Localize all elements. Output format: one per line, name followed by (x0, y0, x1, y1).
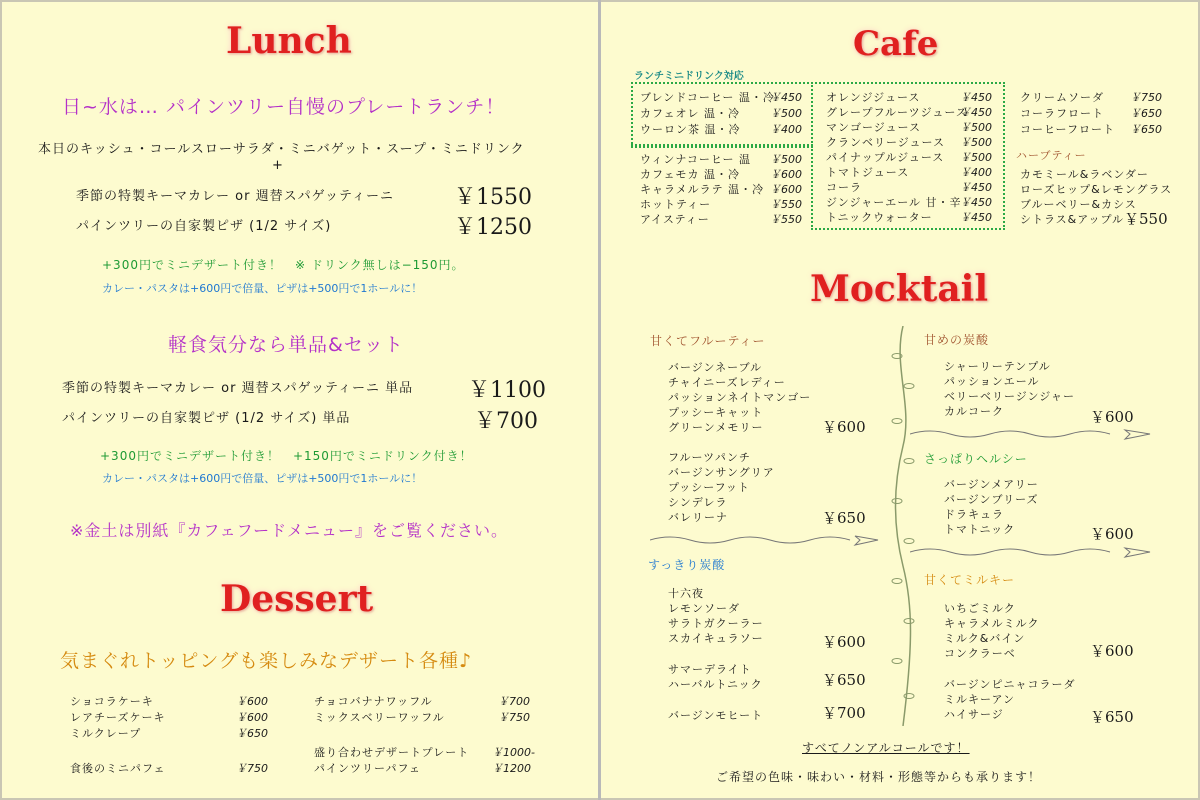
dessert-item-name: ショコラケーキ (70, 695, 154, 708)
mocktail-item: ハイサージ (944, 708, 1004, 721)
cafe-item-price: ￥450 (770, 91, 802, 104)
milky-title: 甘くてミルキー (924, 573, 1016, 587)
center-divider (598, 0, 601, 800)
dessert-item-name: レアチーズケーキ (70, 711, 166, 724)
cafe-item-name: コーヒーフロート (1020, 123, 1116, 136)
dessert-item-name: ミックスベリーワッフル (314, 711, 445, 724)
cafe-item-price: ￥600 (770, 183, 802, 196)
lunch-item-name: 季節の特製キーマカレー or 週替スパゲッティーニ (76, 189, 395, 204)
cafe-title: Cafe (853, 24, 939, 64)
dessert-item-name: チョコバナナワッフル (314, 695, 433, 708)
light-item-price: ￥1100 (468, 378, 546, 403)
weekend-note: ※金土は別紙『カフェフードメニュー』をご覧ください。 (70, 521, 508, 540)
cafe-item-price: ￥650 (1130, 107, 1162, 120)
mocktail-price: ￥600 (822, 418, 866, 436)
cafe-item-name: オレンジジュース (826, 91, 921, 104)
dessert-item-price: ￥600 (236, 695, 268, 708)
cafe-item-price: ￥550 (770, 198, 802, 211)
mocktail-item: トマトニック (944, 523, 1016, 536)
amame-title: 甘めの炭酸 (924, 333, 990, 347)
dessert-subtitle: 気まぐれトッピングも楽しみなデザート各種♪ (60, 650, 473, 672)
mocktail-item: バージンモヒート (668, 709, 764, 722)
cafe-item-price: ￥450 (960, 181, 992, 194)
dessert-item-price: ￥700 (498, 695, 530, 708)
mocktail-price: ￥600 (1090, 408, 1134, 426)
lunch-plus: + (272, 158, 283, 173)
cafe-item-price: ￥500 (770, 107, 802, 120)
lunch-note-size: カレー・パスタは+600円で倍量、ピザは+500円で1ホールに！ (102, 282, 423, 295)
cafe-item-price: ￥500 (960, 121, 992, 134)
mocktail-price: ￥650 (822, 509, 866, 527)
lunch-subtitle: 日~水は… パインツリー自慢のプレートランチ！ (62, 96, 506, 118)
mocktail-item: パッションエール (944, 375, 1040, 388)
mocktail-price: ￥600 (1090, 525, 1134, 543)
dessert-item-price: ￥1000- (492, 746, 535, 759)
mocktail-item: グリーンメモリー (668, 421, 764, 434)
dessert-item-price: ￥650 (236, 727, 268, 740)
cafe-item-name: マンゴージュース (826, 121, 922, 134)
lunch-note-dessert: +300円でミニデザート付き！ ※ ドリンク無しは−150円。 (102, 258, 465, 272)
light-note-addons: +300円でミニデザート付き！ +150円でミニドリンク付き！ (100, 449, 473, 463)
herb-price: ￥550 (1124, 210, 1168, 228)
mocktail-item: コンクラーベ (944, 647, 1016, 660)
dessert-item-name: 盛り合わせデザートプレート (314, 746, 470, 759)
lunch-drink-label: ランチミニドリンク対応 (634, 71, 744, 82)
lunch-item-name: パインツリーの自家製ピザ (1/2 サイズ) (76, 219, 332, 234)
cafe-item-name: コーラ (826, 181, 862, 194)
lunch-item-price: ￥1250 (454, 215, 532, 240)
dessert-item-name: ミルクレープ (70, 727, 142, 740)
cafe-item-price: ￥500 (960, 136, 992, 149)
cafe-item-price: ￥400 (960, 166, 992, 179)
mocktail-item: カルコーク (944, 405, 1004, 418)
light-note-size: カレー・パスタは+600円で倍量、ピザは+500円で1ホールに！ (102, 472, 423, 485)
mocktail-price: ￥700 (822, 704, 866, 722)
mocktail-item: バージンメアリー (944, 478, 1039, 491)
cafe-item-name: ジンジャーエール 甘・辛 (826, 196, 962, 209)
mocktail-item: プッシーフット (668, 481, 750, 494)
herb-item: ローズヒップ&レモングラス (1020, 183, 1173, 196)
deco-line (650, 532, 880, 548)
cafe-item-name: ウーロン茶 温・冷 (640, 123, 741, 136)
mocktail-item: ミルク&バイン (944, 632, 1026, 645)
cafe-item-name: パイナップルジュース (826, 151, 945, 164)
cafe-item-price: ￥500 (960, 151, 992, 164)
mocktail-item: ドラキュラ (944, 508, 1004, 521)
mocktail-item: プッシーキャット (668, 406, 764, 419)
mocktail-item: バージンブリーズ (944, 493, 1039, 506)
lunch-set-desc: 本日のキッシュ・コールスローサラダ・ミニバゲット・スープ・ミニドリンク (38, 142, 525, 157)
mocktail-item: バージンネーブル (668, 361, 763, 374)
cafe-item-price: ￥500 (770, 153, 802, 166)
custom-order-note: ご希望の色味・味わい・材料・形態等からも承ります！ (716, 770, 1042, 784)
cafe-item-price: ￥450 (960, 196, 992, 209)
herb-item: カモミール&ラベンダー (1020, 168, 1149, 181)
light-meal-title: 軽食気分なら単品&セット (168, 334, 404, 356)
cafe-item-price: ￥750 (1130, 91, 1162, 104)
mocktail-item: シンデレラ (668, 496, 728, 509)
healthy-title: さっぱりヘルシー (924, 452, 1028, 466)
mocktail-item: バージンサングリア (668, 466, 775, 479)
lunch-item-price: ￥1550 (454, 185, 532, 210)
mocktail-item: パッションネイトマンゴー (668, 391, 812, 404)
cafe-item-name: トマトジュース (826, 166, 910, 179)
cafe-item-name: ホットティー (640, 198, 712, 211)
lunch-drink-outline (631, 144, 813, 146)
cafe-item-name: ブレンドコーヒー 温・冷 (640, 91, 775, 104)
mocktail-item: いちごミルク (944, 602, 1016, 615)
mocktail-item: ハーバルトニック (668, 678, 763, 691)
deco-line (910, 544, 1155, 560)
mocktail-item: チャイニーズレディー (668, 376, 786, 389)
herb-tea-title: ハーブティー (1016, 149, 1087, 162)
cafe-item-name: キャラメルラテ 温・冷 (640, 183, 765, 196)
light-item-price: ￥700 (474, 409, 538, 434)
mocktail-item: ミルキーアン (944, 693, 1016, 706)
cafe-item-name: カフェオレ 温・冷 (640, 107, 740, 120)
light-item-name: パインツリーの自家製ピザ (1/2 サイズ) 単品 (62, 411, 351, 426)
dessert-item-name: パインツリーパフェ (314, 762, 421, 775)
cafe-item-price: ￥450 (960, 106, 992, 119)
cafe-item-name: グレープフルーツジュース (826, 106, 968, 119)
dessert-item-price: ￥750 (498, 711, 530, 724)
deco-line (910, 426, 1155, 442)
mocktail-item: バージンピニャコラーダ (944, 678, 1076, 691)
mocktail-item: レモンソーダ (668, 602, 740, 615)
dessert-item-price: ￥600 (236, 711, 268, 724)
cafe-item-name: コーラフロート (1020, 107, 1104, 120)
lunch-title: Lunch (226, 20, 352, 62)
dessert-title: Dessert (220, 578, 374, 620)
mocktail-item: フルーツパンチ (668, 451, 751, 464)
mocktail-price: ￥650 (822, 671, 866, 689)
dessert-item-price: ￥1200 (492, 762, 531, 775)
dessert-item-name: 食後のミニパフェ (70, 762, 166, 775)
mocktail-item: スカイキュラソー (668, 632, 764, 645)
cafe-item-name: クランベリージュース (826, 136, 946, 149)
sukkiri-title: すっきり炭酸 (648, 558, 726, 572)
cafe-item-price: ￥650 (1130, 123, 1162, 136)
mocktail-price: ￥600 (822, 633, 866, 651)
mocktail-item: キャラメルミルク (944, 617, 1040, 630)
dessert-item-price: ￥750 (236, 762, 268, 775)
cafe-item-price: ￥400 (770, 123, 802, 136)
non-alcohol-note: すべてノンアルコールです！ (802, 741, 970, 755)
herb-item: ブルーベリー&カシス (1020, 198, 1137, 211)
mocktail-title: Mocktail (810, 268, 989, 310)
mocktail-price: ￥600 (1090, 642, 1134, 660)
light-item-name: 季節の特製キーマカレー or 週替スパゲッティーニ 単品 (62, 381, 414, 396)
mocktail-price: ￥650 (1090, 708, 1134, 726)
cafe-item-name: カフェモカ 温・冷 (640, 168, 740, 181)
mocktail-item: シャーリーテンプル (944, 360, 1051, 373)
vine-divider (888, 326, 918, 726)
mocktail-item: サマーデライト (668, 663, 752, 676)
cafe-item-price: ￥450 (960, 91, 992, 104)
cafe-item-price: ￥550 (770, 213, 802, 226)
mocktail-item: バレリーナ (668, 511, 728, 524)
cafe-item-name: クリームソーダ (1020, 91, 1104, 104)
herb-item: シトラス&アップル (1020, 213, 1125, 226)
mocktail-item: サラトガクーラー (668, 617, 764, 630)
cafe-item-name: ウィンナコーヒー 温 (640, 153, 751, 166)
cafe-item-name: アイスティー (640, 213, 710, 226)
cafe-item-price: ￥600 (770, 168, 802, 181)
mocktail-item: 十六夜 (668, 587, 704, 600)
cafe-item-name: トニックウォーター (826, 211, 933, 224)
cafe-item-price: ￥450 (960, 211, 992, 224)
fruity-title: 甘くてフルーティー (650, 334, 766, 348)
mocktail-item: ベリーベリージンジャー (944, 390, 1076, 403)
